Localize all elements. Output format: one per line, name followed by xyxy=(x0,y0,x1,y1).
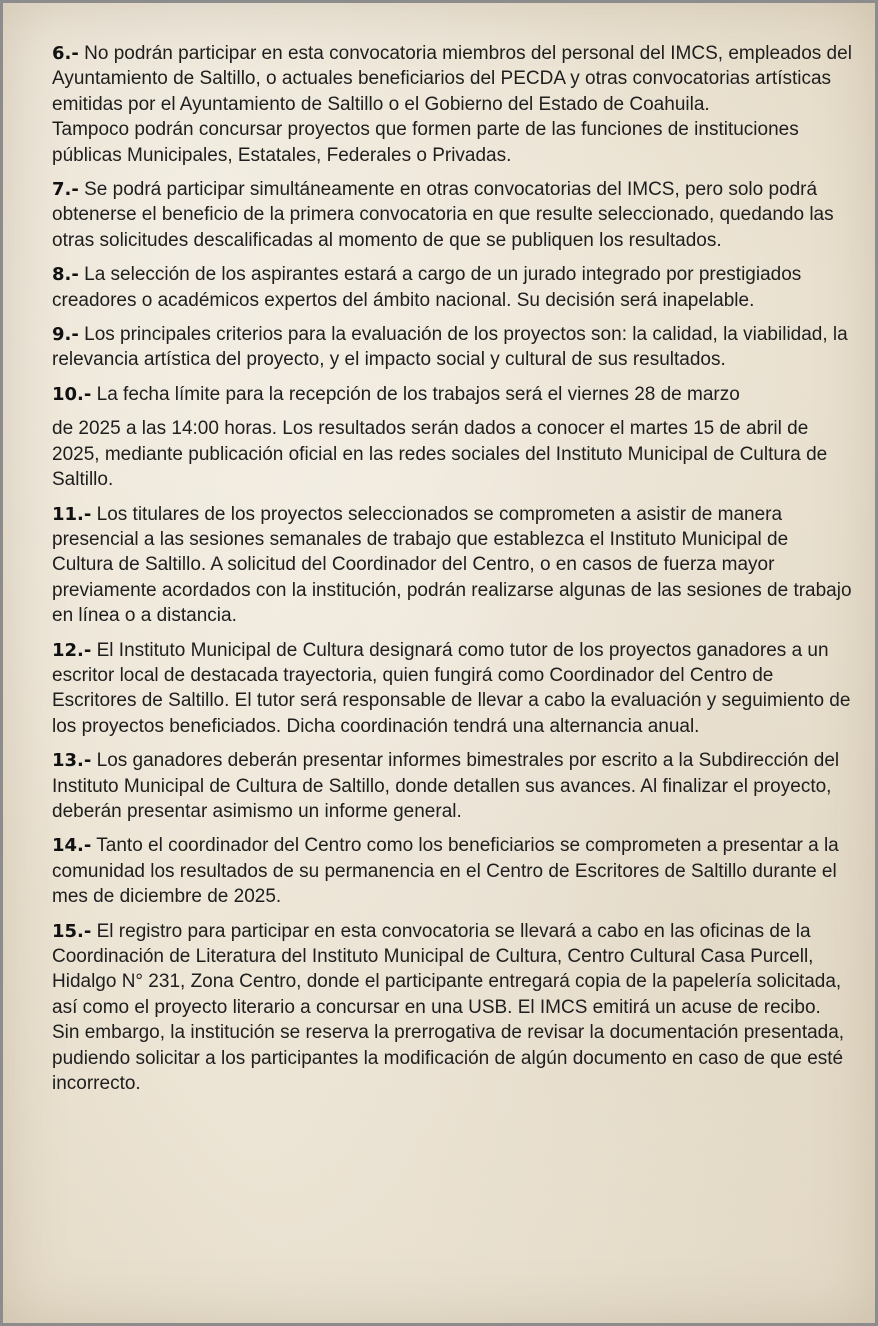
clause-text: La fecha límite para la recepción de los trabajos será el viernes 28 de marzo xyxy=(91,383,740,405)
clause-13 xyxy=(52,748,852,824)
clause-text: El registro para participar en esta convocatoria se llevará a cabo en las oficinas de la Coordinación de Literatura del Instituto Municipal de Cultura, Centro Cultural Casa Purcell, Hidalgo N° 231, Zona Centro, donde el participante entregará copia de la papelería solicitada, así como el proyecto literario a concursar en una USB. El IMCS emitirá un acuse de recibo. Sin embargo, la institución se reserva la prerrogativa de revisar la documentación presentada, pudiendo solicitar a los participantes la modificación de algún documento en caso de que esté incorrecto. xyxy=(52,920,845,1095)
clause-paragraph xyxy=(52,502,852,629)
clause-text: El Instituto Municipal de Cultura designará como tutor de los proyectos ganadores a un escritor local de destacada trayectoria, quien fungirá como Coordinador del Centro de Escritores de Saltillo. El tutor será responsable de llevar a cabo la evaluación y seguimiento de los proyectos beneficiados. Dicha coordinación tendrá una alternancia anual. xyxy=(52,639,851,737)
clause-text: La selección de los aspirantes estará a cargo de un jurado integrado por prestigiados creadores o académicos expertos del ámbito nacional. Su decisión será inapelable. xyxy=(52,264,802,311)
clause-number: 6.- xyxy=(52,43,79,64)
clause-paragraph xyxy=(52,748,852,824)
clause-paragraph xyxy=(52,322,852,373)
clause-text: No podrán participar en esta convocatoria miembros del personal del IMCS, empleados del Ayuntamiento de Saltillo, o actuales beneficiarios del PECDA y otras convocatorias artísticas emitidas por el Ayuntamiento de Saltillo o el Gobierno del Estado de Coahuila. xyxy=(52,43,852,115)
clause-15 xyxy=(52,919,852,1097)
clause-text: Tanto el coordinador del Centro como los beneficiarios se comprometen a presentar a la comunidad los resultados de su permanencia en el Centro de Escritores de Saltillo durante el mes de diciembre de 2025. xyxy=(52,835,839,908)
clause-8 xyxy=(52,262,852,313)
clause-text: Los titulares de los proyectos seleccionados se comprometen a asistir de manera presencial a las sesiones semanales de trabajo que establezca el Instituto Municipal de Cultura de Saltillo. A solicitud del Coordinador del Centro, o en casos de fuerza mayor previamente acordados con la institución, podrán realizarse algunas de las sesiones de trabajo en línea o a distancia. xyxy=(52,503,852,627)
clause-number: 12.- xyxy=(52,639,92,661)
clause-paragraph xyxy=(52,177,852,253)
clause-continuation: de 2025 a las 14:00 horas. Los resultados serán dados a conocer el martes 15 de abril de 2025, mediante publicación oficial en las redes sociales del Instituto Municipal de Cultura de Saltillo. xyxy=(52,418,828,491)
clause-paragraph xyxy=(52,919,852,1097)
clause-14 xyxy=(52,833,852,909)
clause-11 xyxy=(52,502,852,629)
clause-paragraph xyxy=(52,262,852,313)
clause-number: 10.- xyxy=(52,383,92,405)
clause-continuation: Tampoco podrán concursar proyectos que formen parte de las funciones de instituciones públicas Municipales, Estatales, Federales o Privadas. xyxy=(52,119,799,166)
clause-number: 7.- xyxy=(52,179,79,201)
clause-number: 14.- xyxy=(52,835,92,857)
clause-10 xyxy=(52,382,852,493)
clause-6 xyxy=(52,41,852,168)
clause-text: Los principales criterios para la evaluación de los proyectos son: la calidad, la viabilidad, la relevancia artística del proyecto, y el impacto social y cultural de sus resultados. xyxy=(52,324,848,371)
clause-paragraph xyxy=(52,638,852,740)
clause-9 xyxy=(52,322,852,373)
clause-text: Los ganadores deberán presentar informes bimestrales por escrito a la Subdirección del Instituto Municipal de Cultura de Saltillo, donde detallen sus avances. Al finalizar el proyecto, deberán presentar asimismo un informe general. xyxy=(52,750,840,822)
clause-number: 11.- xyxy=(52,503,92,525)
clause-number: 13.- xyxy=(52,750,92,772)
clause-number: 8.- xyxy=(52,264,79,286)
clause-number: 15.- xyxy=(52,920,92,942)
clause-number: 9.- xyxy=(52,324,79,346)
clause-12 xyxy=(52,638,852,740)
clause-paragraph xyxy=(52,833,852,909)
clause-text: Se podrá participar simultáneamente en otras convocatorias del IMCS, pero solo podrá obtenerse el beneficio de la primera convocatoria en que resulte seleccionado, quedando las otras solicitudes descalificadas al momento de que se publiquen los resultados. xyxy=(52,179,834,251)
clause-paragraph xyxy=(52,382,852,407)
document-body xyxy=(52,41,852,1105)
clause-7 xyxy=(52,177,852,253)
clause-paragraph xyxy=(52,41,852,117)
